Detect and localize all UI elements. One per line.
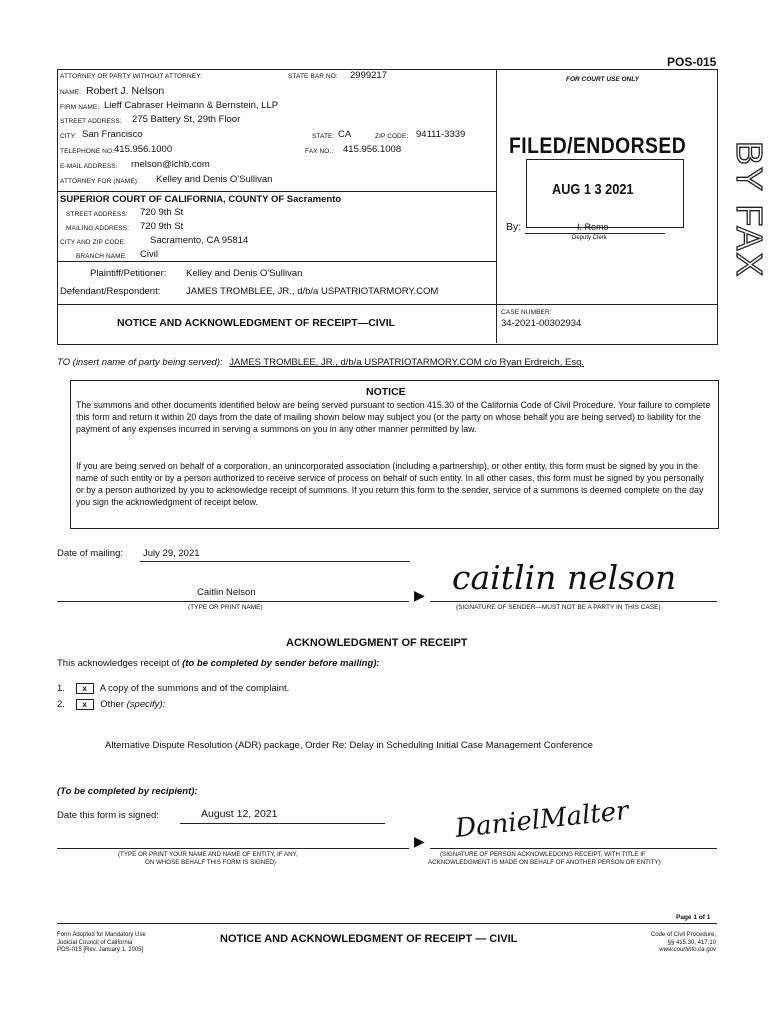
ack-item-2 (57, 699, 165, 710)
footer-left (57, 932, 146, 955)
ack-item-2-specify: (specify): (126, 699, 166, 711)
plaintiff-value: Kelley and Denis O'Sullivan (186, 268, 303, 279)
bar-number: 2999217 (350, 70, 387, 81)
tel-label: TELEPHONE NO.: (60, 148, 116, 155)
sender-signature-caption: (SIGNATURE OF SENDER—MUST NOT BE A PARTY IN THIS CASE) (456, 604, 661, 611)
court-divider (57, 191, 497, 192)
filed-stamp: FILED/ENDORSED (509, 133, 687, 158)
to-value: JAMES TROMBLEE, JR., d/b/a USPATRIOTARMORY.COM c/o Ryan Erdreich, Esq. (229, 357, 585, 368)
court-mailing-label: MAILING ADDRESS: (66, 225, 130, 232)
fax-label: FAX NO.: (305, 148, 334, 155)
form-title: NOTICE AND ACKNOWLEDGMENT OF RECEIPT—CIVIL (117, 317, 396, 329)
sender-name: Caitlin Nelson (197, 587, 256, 598)
defendant-value: JAMES TROMBLEE, JR., d/b/a USPATRIOTARMORY.COM (186, 286, 439, 297)
to-line (57, 357, 584, 368)
state-label: STATE: (312, 133, 335, 140)
footer-left-1: Form Adopted for Mandatory Use (57, 932, 146, 938)
sender-signature-line (430, 601, 717, 602)
parties-divider (57, 261, 497, 262)
defendant-label: Defendant/Respondent: (60, 286, 161, 297)
court-branch-label: BRANCH NAME: (76, 253, 128, 260)
by-label: By: (506, 221, 522, 233)
clerk-line (525, 233, 665, 234)
city-label: CITY: (60, 133, 77, 140)
zip-label: ZIP CODE: (375, 133, 409, 140)
firm-name: Lieff Cabraser Heimann & Bernstein, LLP (104, 100, 279, 111)
notice-paragraph-2: If you are being served on behalf of a corporation, an unincorporated association (including a partnership), or other entity, this form must be signed by you in the name of such entity or by a person authorized to receive service of process on behalf of such entity. In all other cases, this form must be signed by you personally or by a person authorized by you to acknowledge receipt of summons. If you return this form to the sender, service of a summons is deemed complete on the day you sign the acknowledgment of receipt below. (76, 461, 704, 507)
bar-label: STATE BAR NO: (288, 73, 338, 80)
ack-intro (57, 658, 380, 669)
court-street: 720 9th St (140, 207, 184, 218)
case-number: 34-2021-00302934 (501, 318, 582, 329)
recipient-label: (To be completed by recipient): (57, 786, 198, 797)
footer-right-2: §§ 415.30, 417.10 (667, 939, 716, 946)
footer-title: NOTICE AND ACKNOWLEDGMENT OF RECEIPT — CIVIL (220, 933, 518, 945)
caption-divider (496, 69, 497, 343)
state-value: CA (338, 129, 352, 140)
name-label: NAME: (60, 89, 82, 96)
zip-value: 94111-3339 (416, 129, 466, 140)
other-documents-text: Alternative Dispute Resolution (ADR) package, Order Re: Delay in Scheduling Initial Case Management Conference (105, 740, 593, 751)
fax-value: 415.956.1008 (343, 144, 402, 155)
court-mailing: 720 9th St (140, 221, 184, 232)
title-divider (57, 304, 717, 305)
ack-intro-text: This acknowledges receipt of (57, 658, 180, 669)
tel-value: 415.956.1000 (114, 144, 173, 155)
ack-item-2-text: Other (100, 699, 124, 711)
to-label: TO (insert name of party being served): (57, 357, 223, 368)
by-fax-stamp: BY FAX (729, 141, 770, 279)
mailing-date: July 29, 2021 (143, 548, 200, 559)
ack-item-2-checkbox[interactable]: x (76, 699, 94, 710)
city-value: San Francisco (82, 129, 143, 140)
clerk-name: I. Romo (577, 222, 609, 232)
recipient-signature-caption-1: (SIGNATURE OF PERSON ACKNOWLEDGING RECEIPT, WITH TITLE IF (440, 851, 646, 858)
recipient-signature: DanielMalter (453, 795, 630, 845)
form-code: POS-015 (667, 55, 717, 69)
recipient-arrow-icon: ▶ (414, 833, 425, 849)
ack-item-1-number: 1. (57, 683, 65, 695)
signed-date: August 12, 2021 (201, 808, 278, 820)
ack-item-1-checkbox[interactable]: x (76, 683, 94, 694)
signed-date-label: Date this form is signed: (57, 810, 159, 821)
recipient-name-caption-1: (TYPE OR PRINT YOUR NAME AND NAME OF ENTITY, IF ANY, (118, 851, 298, 858)
footer-left-3: POS-015 [Rev. January 1, 2005] (57, 947, 144, 953)
attorney-for-value: Kelley and Denis O'Sullivan (156, 174, 273, 185)
court-street-label: STREET ADDRESS: (66, 211, 128, 218)
court-title: SUPERIOR COURT OF CALIFORNIA, COUNTY OF Sacramento (60, 194, 342, 205)
attorney-header-label: ATTORNEY OR PARTY WITHOUT ATTORNEY: (60, 73, 203, 80)
attorney-for-label: ATTORNEY FOR (NAME): (60, 178, 139, 185)
sender-name-caption: (TYPE OR PRINT NAME) (188, 604, 263, 611)
footer-right (610, 932, 716, 955)
email-value: rnelson@lchb.com (131, 159, 210, 170)
filed-date: AUG 1 3 2021 (552, 181, 634, 198)
footer-line (57, 923, 717, 924)
email-label: E-MAIL ADDRESS: (60, 163, 118, 170)
ack-item-2-number: 2. (57, 699, 65, 711)
recipient-name-line (57, 848, 409, 849)
mailing-date-label: Date of mailing: (57, 548, 124, 559)
ack-intro-emphasis: (to be completed by sender before mailing): (182, 658, 380, 669)
mailing-date-line (140, 561, 410, 562)
recipient-signature-line (430, 848, 717, 849)
notice-paragraph-1: The summons and other documents identified below are being served pursuant to section 415.30 of the California Code of Civil Procedure. Your failure to complete this form and return it within 20 days from the date of mailing shown below may subject you (or the party on whose behalf you are being served) to liability for the payment of any expenses incurred in serving a summons on you in any other manner permitted by law. (76, 400, 711, 434)
recipient-signature-caption-2: ACKNOWLEDGMENT IS MADE ON BEHALF OF ANOTHER PERSON OR ENTITY) (428, 859, 661, 866)
footer-left-2: Judicial Council of California (57, 939, 133, 946)
sender-name-line (57, 601, 409, 602)
case-number-label: CASE NUMBER: (501, 309, 552, 316)
plaintiff-label: Plaintiff/Petitioner: (90, 268, 167, 279)
ack-heading: ACKNOWLEDGMENT OF RECEIPT (286, 637, 468, 649)
sender-signature: caitlin nelson (452, 558, 677, 597)
signed-date-line (180, 823, 385, 824)
clerk-title: Deputy Clerk (572, 235, 607, 241)
attorney-name: Robert J. Nelson (86, 85, 165, 97)
ack-item-1-text: A copy of the summons and of the complaint. (99, 683, 290, 695)
court-city-label: CITY AND ZIP CODE: (60, 239, 126, 246)
court-city: Sacramento, CA 95814 (150, 235, 249, 246)
footer-right-1: Code of Civil Procedure, (650, 932, 716, 938)
ack-item-1 (57, 683, 289, 694)
court-use-label: FOR COURT USE ONLY (566, 76, 640, 83)
court-branch: Civil (140, 249, 158, 260)
firm-label: FIRM NAME: (60, 104, 100, 111)
sender-arrow-icon: ▶ (414, 587, 425, 603)
street-label: STREET ADDRESS: (60, 118, 122, 125)
notice-heading: NOTICE (366, 386, 406, 398)
page-number: Page 1 of 1 (676, 914, 711, 921)
footer-right-3: www.courtinfo.ca.gov (659, 947, 716, 953)
street-value: 275 Battery St, 29th Floor (132, 114, 241, 125)
recipient-name-caption-2: ON WHOSE BEHALF THIS FORM IS SIGNED) (145, 859, 276, 866)
